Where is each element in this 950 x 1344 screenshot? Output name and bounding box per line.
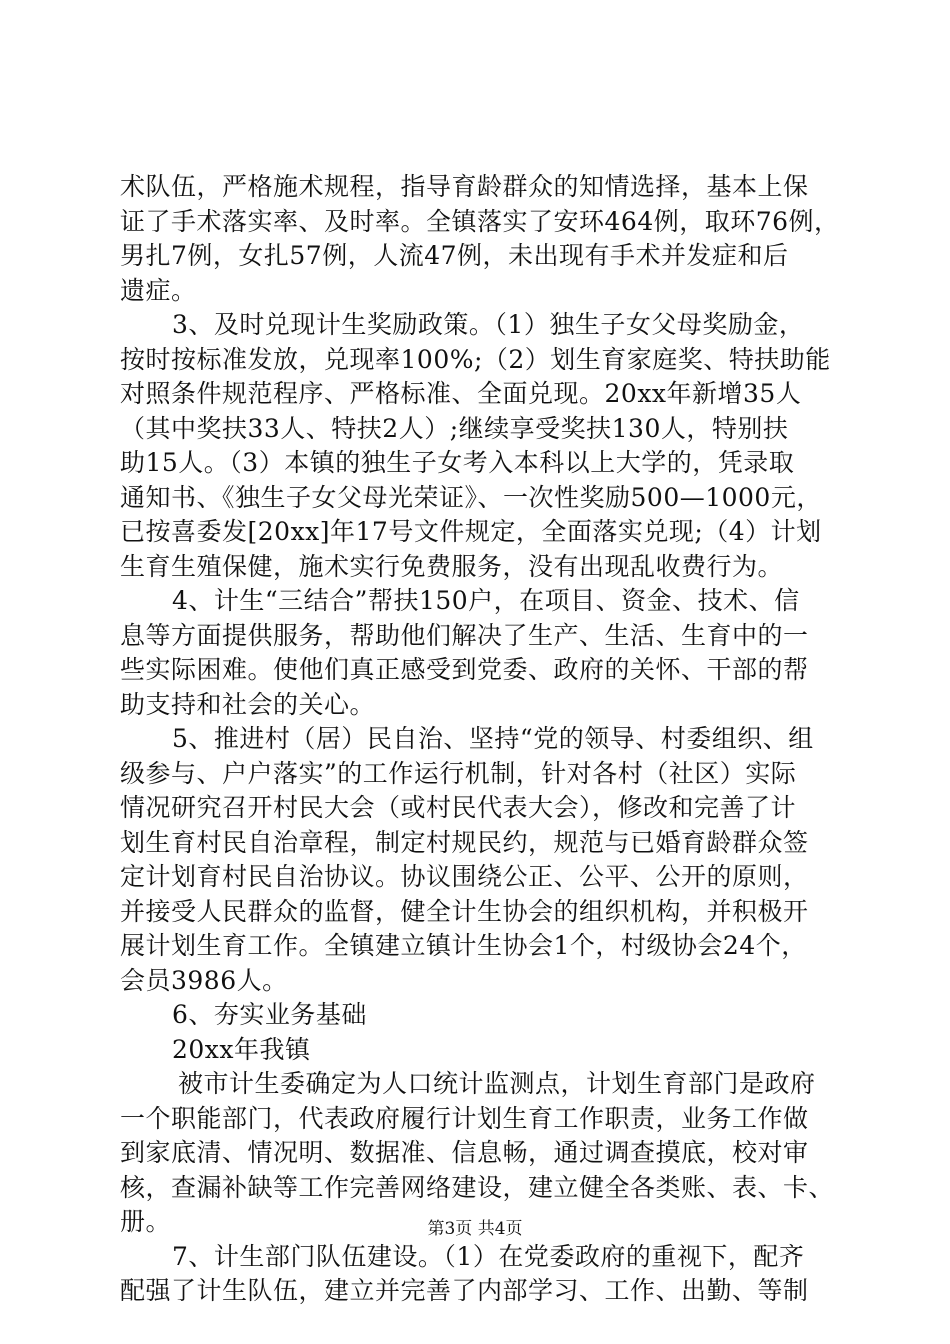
text-line: 息等方面提供服务，帮助他们解决了生产、生活、生育中的一	[120, 620, 809, 650]
text-line: （其中奖扶33人、特扶2人）;继续享受奖扶130人，特别扶	[120, 413, 789, 443]
text-line: 一个职能部门，代表政府履行计划生育工作职责，业务工作做	[120, 1103, 809, 1133]
page-number-footer: 第3页 共4页	[427, 1219, 523, 1239]
text-line: 助15人。（3）本镇的独生子女考入本科以上大学的，凭录取	[120, 448, 795, 477]
text-line: 按时按标准发放，兑现率100%;（2）划生育家庭奖、特扶助能	[120, 344, 831, 374]
text-line: 对照条件规范程序、严格标准、全面兑现。20xx年新增35人	[120, 379, 802, 408]
text-line: 已按喜委发[20xx]年17号文件规定，全面落实兑现;（4）计划	[120, 517, 822, 546]
text-line: 册。	[120, 1207, 172, 1236]
text-line: 被市计生委确定为人口统计监测点，计划生育部门是政府	[178, 1069, 816, 1098]
text-line: 些实际困难。使他们真正感受到党委、政府的关怀、干部的帮	[120, 655, 809, 684]
text-line: 6、夯实业务基础	[172, 1000, 367, 1029]
document-body	[120, 170, 840, 1309]
text-line: 男扎7例，女扎57例，人流47例，未出现有手术并发症和后	[120, 241, 789, 270]
text-line: 通知书、《独生子女父母光荣证》、一次性奖励500—1000元，	[120, 482, 822, 512]
text-line: 7、计生部门队伍建设。（1）在党委政府的重视下，配齐	[172, 1241, 805, 1271]
text-line: 会员3986人。	[120, 965, 288, 995]
text-line: 级参与、户户落实”的工作运行机制，针对各村（社区）实际	[120, 758, 797, 788]
text-line: 助支持和社会的关心。	[120, 689, 376, 719]
text-line: 定计划育村民自治协议。协议围绕公正、公平、公开的原则，	[120, 862, 809, 891]
text-line: 到家底清、情况明、数据准、信息畅，通过调查摸底，校对审	[120, 1138, 809, 1167]
text-line: 术队伍，严格施术规程，指导育龄群众的知情选择，基本上保	[120, 172, 809, 201]
text-line: 证了手术落实率、及时率。全镇落实了安环464例，取环76例，	[120, 206, 840, 236]
text-line: 遗症。	[120, 275, 197, 305]
text-line: 配强了计生队伍，建立并完善了内部学习、工作、出勤、等制	[120, 1276, 809, 1305]
text-line: 核，查漏补缺等工作完善网络建设，建立健全各类账、表、卡、	[120, 1172, 835, 1202]
text-line: 生育生殖保健，施术实行免费服务，没有出现乱收费行为。	[120, 551, 784, 581]
text-line: 划生育村民自治章程，制定村规民约，规范与已婚育龄群众签	[120, 827, 809, 857]
text-line: 3、及时兑现计生奖励政策。（1）独生子女父母奖励金，	[172, 310, 805, 339]
text-line: 情况研究召开村民大会（或村民代表大会），修改和完善了计	[120, 793, 797, 822]
text-line: 并接受人民群众的监督，健全计生协会的组织机构，并积极开	[120, 896, 809, 926]
text-line: 20xx年我镇	[172, 1034, 311, 1064]
text-line: 展计划生育工作。全镇建立镇计生协会1个，村级协会24个，	[120, 931, 807, 960]
text-line: 5、推进村（居）民自治、坚持“党的领导、村委组织、组	[172, 724, 814, 753]
text-line: 4、计生“三结合”帮扶150户，在项目、资金、技术、信	[172, 586, 800, 615]
